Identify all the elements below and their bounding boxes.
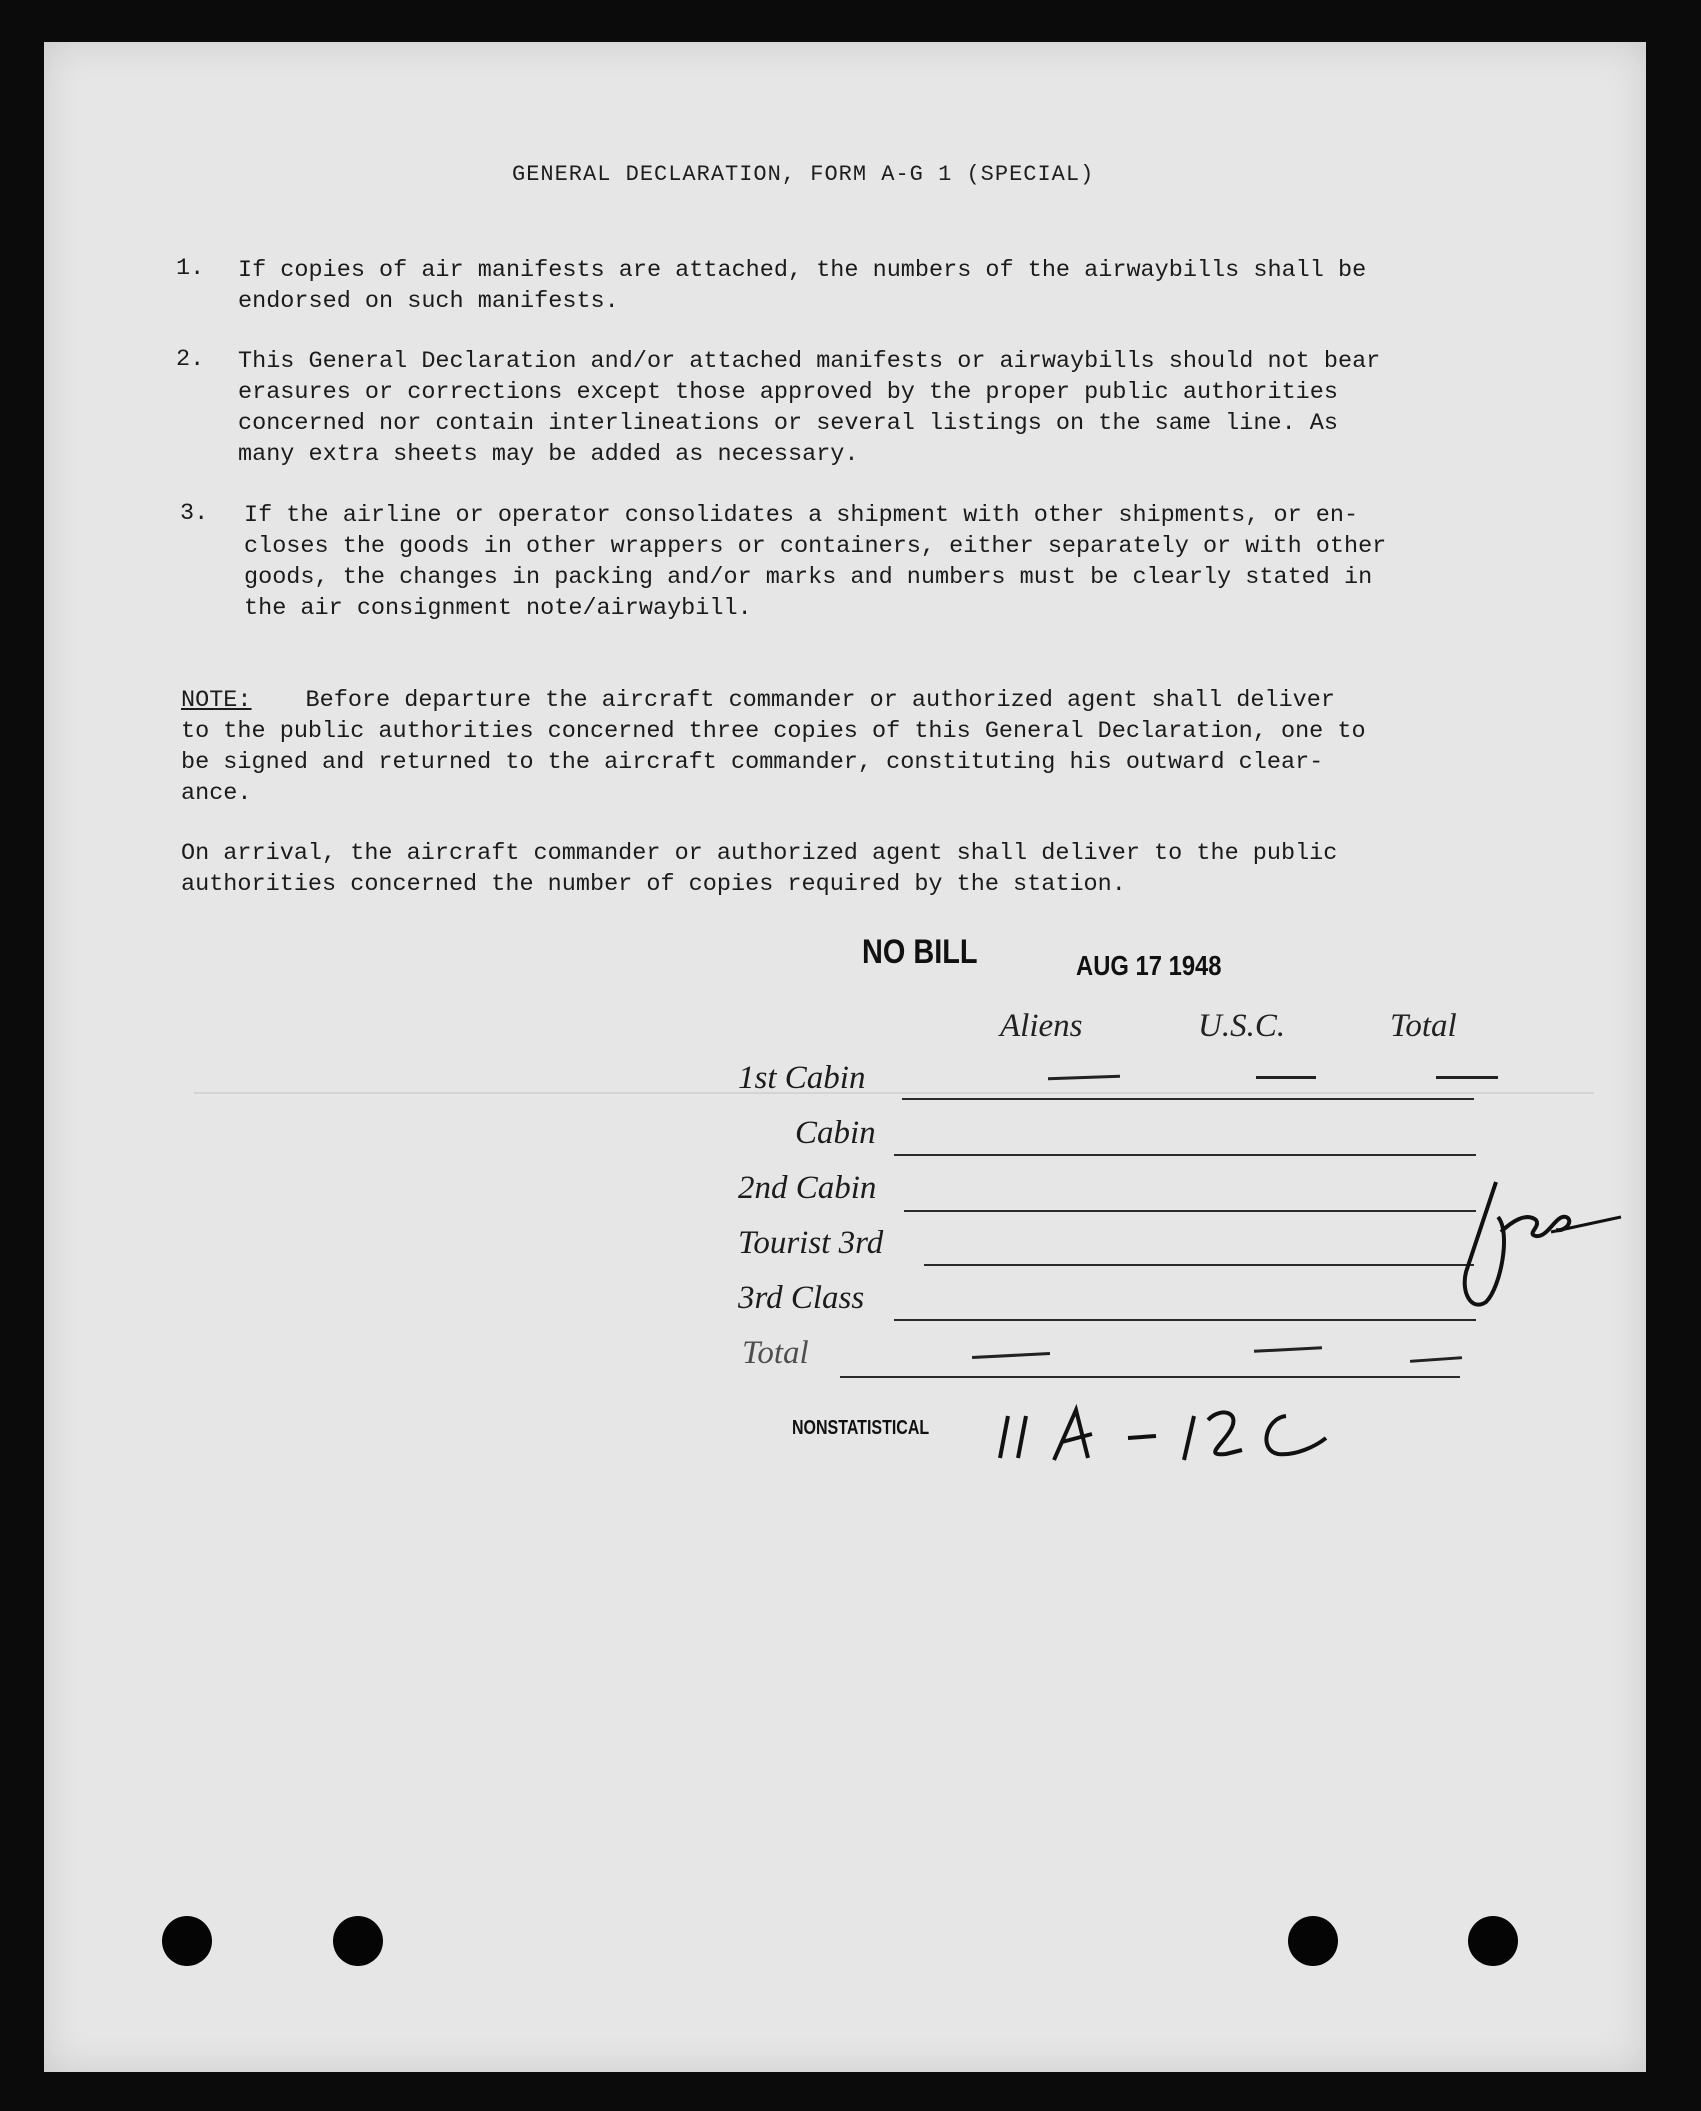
- column-header-total: Total: [1390, 1008, 1457, 1044]
- row-rule: [902, 1098, 1474, 1100]
- row-rule: [894, 1154, 1476, 1156]
- handwritten-bracket-initials: [1456, 1172, 1636, 1312]
- punch-hole: [1468, 1916, 1518, 1966]
- fold-crease: [194, 1092, 1594, 1094]
- column-header-usc: U.S.C.: [1198, 1008, 1286, 1044]
- note-label: NOTE:: [181, 687, 252, 714]
- punch-hole: [162, 1916, 212, 1966]
- row-label-cabin: Cabin: [795, 1115, 876, 1151]
- row-label-3rd-class: 3rd Class: [738, 1280, 865, 1316]
- total-1st-cabin-dash: [1436, 1076, 1498, 1079]
- row-label-total: Total: [742, 1335, 809, 1371]
- punch-hole: [333, 1916, 383, 1966]
- item-text: If copies of air manifests are attached, the numbers of the airwaybills shall be endorsed on such manifests.: [238, 257, 1367, 315]
- item-text: If the airline or operator consolidates a shipment with other shipments, or en- closes the goods in other wrappers or containers, either separately or with other goods, the changes in packing and/or marks and numbers must be clearly stated in the air consignment note/airwaybill.: [244, 502, 1387, 622]
- usc-1st-cabin-dash: [1256, 1076, 1316, 1079]
- row-label-tourist-3rd: Tourist 3rd: [738, 1225, 884, 1261]
- item-number: 3.: [180, 500, 209, 527]
- row-label-1st-cabin: 1st Cabin: [738, 1060, 866, 1096]
- column-header-aliens: Aliens: [1000, 1008, 1083, 1044]
- row-rule: [904, 1210, 1476, 1212]
- initials-text: Jas: [1516, 1230, 1518, 1231]
- row-label-2nd-cabin: 2nd Cabin: [738, 1170, 877, 1206]
- nonstatistical-label: NONSTATISTICAL: [792, 1417, 930, 1439]
- no-bill-stamp: NO BILL: [862, 933, 978, 971]
- item-number: 2.: [176, 346, 205, 373]
- arrival-paragraph: On arrival, the aircraft commander or authorized agent shall deliver to the public authorities concerned the number of copies required by the station.: [181, 840, 1338, 898]
- punch-hole: [1288, 1916, 1338, 1966]
- row-rule: [924, 1264, 1474, 1266]
- note-text: Before departure the aircraft commander or authorized agent shall deliver to the public authorities concerned three copies of this General Declaration, one to be signed and returned to the aircraft commander, constituting his outward clear- ance.: [181, 687, 1366, 807]
- nonstatistical-handwritten-value: [996, 1398, 1336, 1468]
- note-paragraph: [181, 685, 1506, 809]
- item-text: This General Declaration and/or attached manifests or airwaybills should not bear erasures or corrections except those approved by the proper public authorities concerned nor contain interlineations or several listings on the same line. As many extra sheets may be added as necessary.: [238, 348, 1381, 468]
- item-number: 1.: [176, 255, 205, 282]
- form-title: GENERAL DECLARATION, FORM A-G 1 (SPECIAL): [512, 162, 1095, 187]
- date-stamp: AUG 17 1948: [1076, 950, 1222, 981]
- row-rule: [840, 1376, 1460, 1378]
- row-rule: [894, 1319, 1476, 1321]
